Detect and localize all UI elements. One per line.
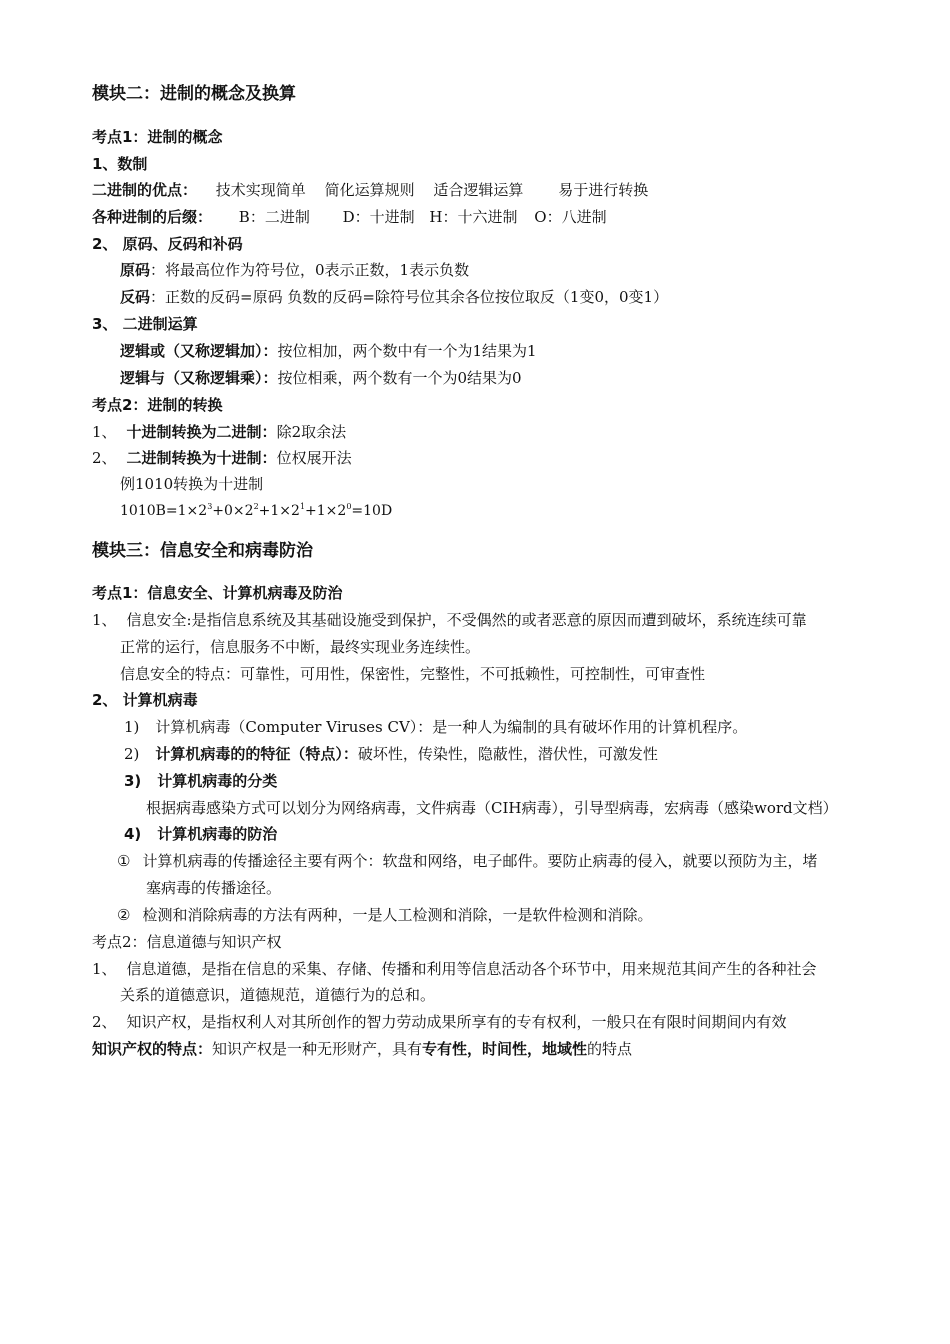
- ethics-item-2: [92, 1012, 787, 1032]
- list-number: ①: [117, 852, 131, 870]
- ethics-item-1: [92, 959, 817, 979]
- list-number: 2、: [92, 1013, 117, 1031]
- virus-def: 计算机病毒（Computer Viruses CV）：是一种人为编制的具有破坏作用的计算机程序。: [155, 718, 748, 736]
- yuanma-label: 原码: [120, 261, 151, 279]
- advantage-item: 技术实现简单: [215, 181, 306, 199]
- ip-features-label: 知识产权的特点：: [92, 1040, 213, 1058]
- advantage-item: 简化运算规则: [324, 181, 415, 199]
- formula-part: +0×2: [212, 503, 254, 519]
- conversion-method: 位权展开法: [276, 449, 352, 467]
- logic-and-text: 按位相乘，两个数有一个为0结果为0: [277, 369, 522, 387]
- kaodian-2-heading: 考点2：信息道德与知识产权: [92, 933, 282, 951]
- advantage-item: 易于进行转换: [558, 181, 649, 199]
- prevention-item-1: [117, 851, 817, 871]
- ip-features-text: 知识产权是一种无形财产，具有: [212, 1040, 423, 1058]
- virus-item-3: [124, 771, 277, 791]
- ip-features-end: 的特点: [587, 1040, 633, 1058]
- formula-part: +1×2: [258, 503, 300, 519]
- suffix-item: O：八进制: [534, 208, 607, 226]
- advantage-item: 适合逻辑运算: [433, 181, 524, 199]
- list-number: 1、: [92, 611, 117, 629]
- section-virus: 2、 计算机病毒: [92, 691, 198, 709]
- prevention-text: 检测和消除病毒的方法有两种，一是人工检测和消除，一是软件检测和消除。: [142, 906, 653, 924]
- virus-item-2: [124, 744, 658, 764]
- module-3-heading: 模块三：信息安全和病毒防治: [92, 541, 313, 561]
- virus-features: 破坏性，传染性，隐蔽性，潜伏性，可激发性: [357, 745, 658, 763]
- formula-part: 1010B=1×2: [120, 503, 208, 519]
- formula-exponent: 3: [207, 502, 213, 511]
- suffix-line: [92, 207, 607, 227]
- logic-or-text: 按位相加，两个数中有一个为1结果为1: [277, 342, 537, 360]
- binary-advantages-label: 二进制的优点：: [92, 181, 198, 199]
- virus-types-text: 根据病毒感染方式可以划分为网络病毒，文件病毒（CIH病毒），引导型病毒，宏病毒（感染word文档）: [146, 799, 838, 817]
- fanma-line: [120, 287, 668, 307]
- list-number: 1、: [92, 423, 117, 441]
- binary-advantages-line: [92, 180, 648, 200]
- list-number: 3): [124, 772, 142, 790]
- formula-exponent: 0: [346, 502, 352, 511]
- formula-part: =10D: [351, 503, 393, 519]
- virus-item-4: [124, 824, 277, 844]
- conversion-item-1: [92, 422, 346, 442]
- yuanma-text: ：将最高位作为符号位，0表示正数，1表示负数: [150, 261, 470, 279]
- ip-def: 知识产权，是指权利人对其所创作的智力劳动成果所享有的专有权利，一般只在有限时间期间内有效: [126, 1013, 787, 1031]
- list-number: 4): [124, 825, 142, 843]
- info-security-def: 信息安全:是指信息系统及其基础设施受到保护，不受偶然的或者恶意的原因而遭到破坏，系统连续可靠: [126, 611, 807, 629]
- ip-features-line: [92, 1039, 632, 1059]
- ethics-def: 信息道德，是指在信息的采集、存储、传播和利用等信息活动各个环节中，用来规范其间产生的各种社会: [126, 960, 817, 978]
- virus-types-label: 计算机病毒的分类: [157, 772, 278, 790]
- logic-or-line: [120, 341, 537, 361]
- prevention-text-cont: 塞病毒的传播途径。: [146, 879, 282, 897]
- conversion-label: 十进制转换为二进制：: [126, 423, 277, 441]
- formula-line: [120, 501, 392, 521]
- ethics-def-cont: 关系的道德意识，道德规范，道德行为的总和。: [120, 986, 436, 1004]
- module-2-heading: 模块二：进制的概念及换算: [92, 84, 296, 104]
- suffix-label: 各种进制的后缀：: [92, 208, 213, 226]
- virus-prevention-label: 计算机病毒的防治: [157, 825, 278, 843]
- list-number: 2、: [92, 449, 117, 467]
- section-binary-ops: 3、 二进制运算: [92, 315, 198, 333]
- virus-item-1: [124, 717, 747, 737]
- kaodian-1-heading: 考点1：信息安全、计算机病毒及防治: [92, 584, 343, 602]
- logic-and-line: [120, 368, 522, 388]
- prevention-item-2: [117, 905, 652, 925]
- fanma-text: ：正数的反码=原码 负数的反码=除符号位其余各位按位取反（1变0，0变1）: [150, 288, 669, 306]
- formula-exponent: 2: [253, 502, 259, 511]
- info-security-features: 信息安全的特点：可靠性，可用性，保密性，完整性，不可抵赖性，可控制性，可审查性: [120, 665, 706, 683]
- section-number-system: 1、数制: [92, 155, 148, 173]
- conversion-method: 除2取余法: [276, 423, 347, 441]
- formula-part: +1×2: [305, 503, 347, 519]
- prevention-text: 计算机病毒的传播途径主要有两个：软盘和网络，电子邮件。要防止病毒的侵入，就要以预防为主，堵: [142, 852, 818, 870]
- list-number: ②: [117, 906, 131, 924]
- fanma-label: 反码: [120, 288, 151, 306]
- conversion-label: 二进制转换为十进制：: [126, 449, 277, 467]
- suffix-item: H：十六进制: [429, 208, 518, 226]
- kaodian-1-heading: 考点1：进制的概念: [92, 128, 223, 146]
- logic-and-label: 逻辑与（又称逻辑乘）：: [120, 369, 278, 387]
- ip-features-bold: 专有性，时间性，地域性: [422, 1040, 588, 1058]
- list-number: 1): [124, 718, 140, 736]
- info-security-item: [92, 610, 807, 630]
- list-number: 2): [124, 745, 140, 763]
- list-number: 1、: [92, 960, 117, 978]
- example-line: 例1010转换为十进制: [120, 475, 264, 493]
- kaodian-2-heading: 考点2：进制的转换: [92, 396, 223, 414]
- logic-or-label: 逻辑或（又称逻辑加）：: [120, 342, 278, 360]
- yuanma-line: [120, 260, 469, 280]
- conversion-item-2: [92, 448, 352, 468]
- suffix-item: B：二进制: [238, 208, 310, 226]
- virus-features-label: 计算机病毒的的特征（特点）：: [155, 745, 358, 763]
- info-security-def-cont: 正常的运行，信息服务不中断，最终实现业务连续性。: [120, 638, 481, 656]
- section-codes: 2、 原码、反码和补码: [92, 235, 243, 253]
- formula-exponent: 1: [299, 502, 306, 511]
- suffix-item: D：十进制: [342, 208, 415, 226]
